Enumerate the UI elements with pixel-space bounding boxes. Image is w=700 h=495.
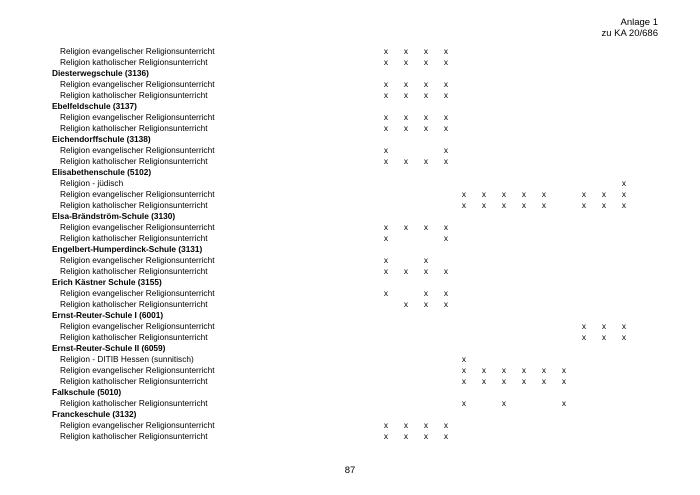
mark-cell: x [521, 200, 527, 210]
subject-row [0, 189, 700, 200]
mark-cell: x [443, 112, 449, 122]
school-heading-row [0, 134, 700, 145]
subject-row [0, 79, 700, 90]
mark-cell: x [443, 420, 449, 430]
mark-cell: x [521, 189, 527, 199]
mark-cell: x [501, 365, 507, 375]
mark-cell: x [501, 189, 507, 199]
mark-cell: x [541, 376, 547, 386]
school-heading-row [0, 167, 700, 178]
mark-cell: x [403, 156, 409, 166]
mark-cell: x [443, 222, 449, 232]
school-heading-row [0, 387, 700, 398]
subject-row [0, 178, 700, 189]
mark-cell: x [461, 398, 467, 408]
mark-cell: x [403, 123, 409, 133]
school-name: Falkschule (5010) [52, 387, 122, 397]
subject-label: Religion katholischer Religionsunterricht [60, 90, 208, 100]
mark-cell: x [383, 266, 389, 276]
mark-cell: x [601, 200, 607, 210]
mark-cell: x [423, 431, 429, 441]
mark-cell: x [461, 376, 467, 386]
subject-row [0, 365, 700, 376]
school-heading-row [0, 211, 700, 222]
mark-cell: x [423, 266, 429, 276]
mark-cell: x [383, 57, 389, 67]
subject-label: Religion katholischer Religionsunterricht [60, 156, 208, 166]
mark-cell: x [383, 79, 389, 89]
subject-row [0, 123, 700, 134]
mark-cell: x [423, 112, 429, 122]
subject-row [0, 222, 700, 233]
subject-label: Religion katholischer Religionsunterricht [60, 233, 208, 243]
mark-cell: x [423, 156, 429, 166]
mark-cell: x [601, 321, 607, 331]
mark-cell: x [443, 156, 449, 166]
mark-cell: x [423, 90, 429, 100]
mark-cell: x [423, 123, 429, 133]
subject-label: Religion katholischer Religionsunterricht [60, 57, 208, 67]
subject-row [0, 57, 700, 68]
subject-row [0, 156, 700, 167]
mark-cell: x [383, 123, 389, 133]
subject-row [0, 266, 700, 277]
subject-label: Religion evangelischer Religionsunterricht [60, 288, 215, 298]
mark-cell: x [383, 145, 389, 155]
school-name: Engelbert-Humperdinck-Schule (3131) [52, 244, 203, 254]
mark-cell: x [581, 332, 587, 342]
subject-label: Religion katholischer Religionsunterricht [60, 200, 208, 210]
mark-cell: x [423, 420, 429, 430]
subject-label: Religion evangelischer Religionsunterricht [60, 222, 215, 232]
mark-cell: x [541, 200, 547, 210]
mark-cell: x [403, 57, 409, 67]
school-name: Diesterwegschule (3136) [52, 68, 149, 78]
mark-cell: x [521, 365, 527, 375]
mark-cell: x [403, 112, 409, 122]
annex-label: Anlage 1 [620, 17, 658, 28]
school-name: Erich Kästner Schule (3155) [52, 277, 162, 287]
school-heading-row [0, 101, 700, 112]
mark-cell: x [423, 222, 429, 232]
mark-cell: x [383, 255, 389, 265]
mark-cell: x [501, 376, 507, 386]
mark-cell: x [383, 156, 389, 166]
school-heading-row [0, 277, 700, 288]
subject-label: Religion evangelischer Religionsunterricht [60, 112, 215, 122]
mark-cell: x [621, 178, 627, 188]
mark-cell: x [403, 90, 409, 100]
subject-row [0, 354, 700, 365]
mark-cell: x [423, 57, 429, 67]
mark-cell: x [621, 321, 627, 331]
mark-cell: x [423, 79, 429, 89]
mark-cell: x [443, 431, 449, 441]
mark-cell: x [383, 112, 389, 122]
subject-label: Religion katholischer Religionsunterricht [60, 332, 208, 342]
mark-cell: x [481, 365, 487, 375]
mark-cell: x [501, 398, 507, 408]
subject-row [0, 112, 700, 123]
school-heading-row [0, 244, 700, 255]
mark-cell: x [423, 288, 429, 298]
mark-cell: x [443, 145, 449, 155]
subject-label: Religion evangelischer Religionsunterricht [60, 46, 215, 56]
mark-cell: x [501, 200, 507, 210]
school-name: Elsa-Brändström-Schule (3130) [52, 211, 176, 221]
mark-cell: x [521, 376, 527, 386]
subject-label: Religion katholischer Religionsunterricht [60, 299, 208, 309]
mark-cell: x [621, 332, 627, 342]
mark-cell: x [403, 79, 409, 89]
mark-cell: x [481, 376, 487, 386]
subject-label: Religion katholischer Religionsunterricht [60, 266, 208, 276]
document-reference: zu KA 20/686 [601, 28, 658, 39]
mark-cell: x [481, 189, 487, 199]
subject-label: Religion katholischer Religionsunterricht [60, 376, 208, 386]
mark-cell: x [443, 79, 449, 89]
subject-row [0, 332, 700, 343]
mark-cell: x [383, 222, 389, 232]
subject-label: Religion katholischer Religionsunterricht [60, 123, 208, 133]
mark-cell: x [443, 266, 449, 276]
school-heading-row [0, 409, 700, 420]
mark-cell: x [621, 200, 627, 210]
subject-row [0, 233, 700, 244]
mark-cell: x [403, 420, 409, 430]
mark-cell: x [541, 189, 547, 199]
school-name: Eichendorffschule (3138) [52, 134, 151, 144]
subject-row [0, 398, 700, 409]
mark-cell: x [461, 200, 467, 210]
school-heading-row [0, 68, 700, 79]
subject-label: Religion evangelischer Religionsunterricht [60, 255, 215, 265]
subject-row [0, 299, 700, 310]
school-religion-table [0, 46, 700, 442]
mark-cell: x [461, 365, 467, 375]
mark-cell: x [383, 233, 389, 243]
mark-cell: x [461, 354, 467, 364]
mark-cell: x [383, 90, 389, 100]
school-heading-row [0, 343, 700, 354]
mark-cell: x [581, 321, 587, 331]
subject-label: Religion evangelischer Religionsunterricht [60, 189, 215, 199]
mark-cell: x [443, 288, 449, 298]
mark-cell: x [621, 189, 627, 199]
school-name: Ernst-Reuter-Schule II (6059) [52, 343, 166, 353]
mark-cell: x [383, 46, 389, 56]
subject-row [0, 90, 700, 101]
mark-cell: x [461, 189, 467, 199]
mark-cell: x [481, 200, 487, 210]
subject-row [0, 46, 700, 57]
mark-cell: x [601, 189, 607, 199]
mark-cell: x [403, 431, 409, 441]
mark-cell: x [601, 332, 607, 342]
subject-row [0, 376, 700, 387]
mark-cell: x [443, 233, 449, 243]
mark-cell: x [443, 46, 449, 56]
subject-row [0, 431, 700, 442]
mark-cell: x [383, 288, 389, 298]
mark-cell: x [581, 189, 587, 199]
mark-cell: x [403, 46, 409, 56]
mark-cell: x [403, 266, 409, 276]
school-name: Franckeschule (3132) [52, 409, 137, 419]
mark-cell: x [383, 420, 389, 430]
subject-label: Religion evangelischer Religionsunterricht [60, 145, 215, 155]
mark-cell: x [423, 255, 429, 265]
school-name: Ebelfeldschule (3137) [52, 101, 137, 111]
subject-row [0, 200, 700, 211]
subject-label: Religion katholischer Religionsunterricht [60, 398, 208, 408]
mark-cell: x [443, 57, 449, 67]
subject-label: Religion - jüdisch [60, 178, 124, 188]
school-heading-row [0, 310, 700, 321]
mark-cell: x [423, 46, 429, 56]
subject-row [0, 145, 700, 156]
mark-cell: x [561, 365, 567, 375]
subject-label: Religion evangelischer Religionsunterricht [60, 321, 215, 331]
mark-cell: x [423, 299, 429, 309]
school-name: Ernst-Reuter-Schule I (6001) [52, 310, 164, 320]
mark-cell: x [403, 222, 409, 232]
mark-cell: x [561, 376, 567, 386]
subject-label: Religion evangelischer Religionsunterricht [60, 420, 215, 430]
mark-cell: x [443, 90, 449, 100]
subject-label: Religion evangelischer Religionsunterricht [60, 365, 215, 375]
subject-row [0, 288, 700, 299]
mark-cell: x [561, 398, 567, 408]
subject-label: Religion evangelischer Religionsunterricht [60, 79, 215, 89]
subject-row [0, 255, 700, 266]
mark-cell: x [383, 431, 389, 441]
subject-row [0, 420, 700, 431]
mark-cell: x [581, 200, 587, 210]
subject-row [0, 321, 700, 332]
page-number: 87 [344, 465, 356, 476]
subject-label: Religion - DITIB Hessen (sunnitisch) [60, 354, 194, 364]
mark-cell: x [541, 365, 547, 375]
mark-cell: x [443, 299, 449, 309]
subject-label: Religion katholischer Religionsunterricht [60, 431, 208, 441]
mark-cell: x [443, 123, 449, 133]
school-name: Elisabethenschule (5102) [52, 167, 152, 177]
mark-cell: x [403, 299, 409, 309]
